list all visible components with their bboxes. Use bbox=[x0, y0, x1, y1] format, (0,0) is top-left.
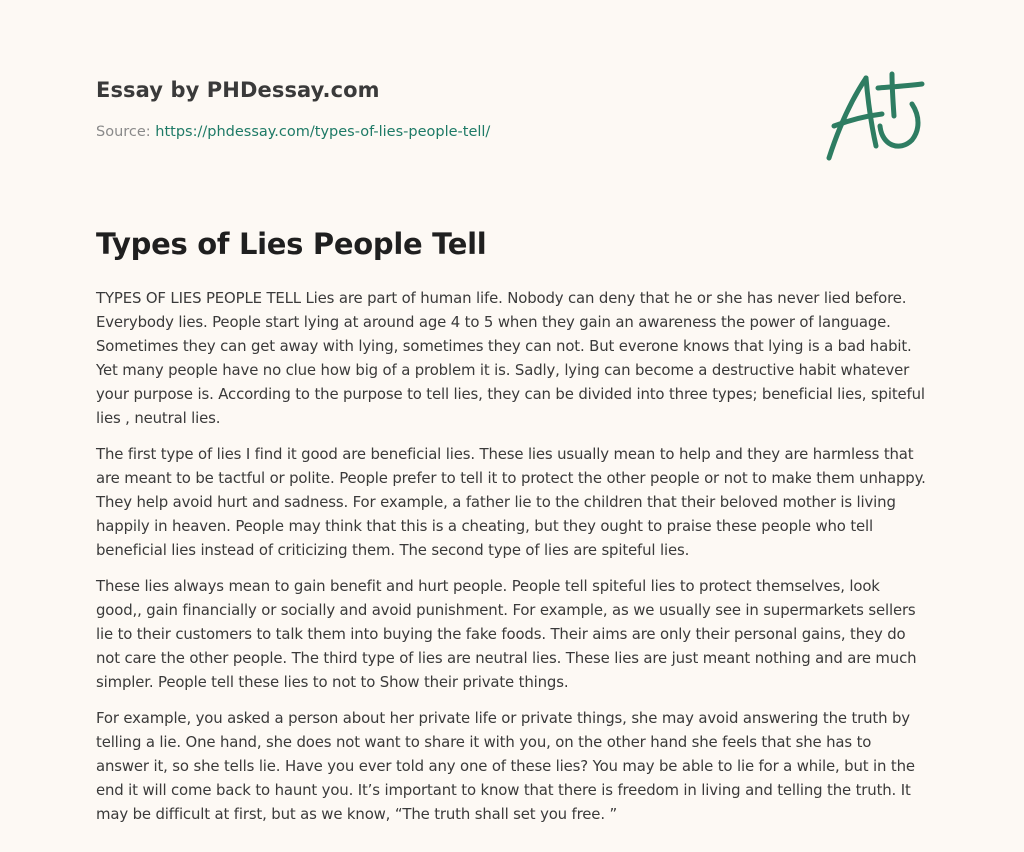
essay-paragraph: These lies always mean to gain benefit and hurt people. People tell spiteful lies to protect themselves, look good,, gain financially or socially and avoid punishment. For example, as we usually see in supermarkets sellers lie to their customers to talk them into buying the fake foods. Their aims are only their personal gains, they do not care the other people. The third type of lies are neutral lies. These lies are just meant nothing and are much simpler. People tell these lies to not to Show their private things. bbox=[96, 577, 917, 691]
essay-paragraph: TYPES OF LIES PEOPLE TELL Lies are part of human life. Nobody can deny that he or she has never lied before. Everybody lies. People start lying at around age 4 to 5 when they gain an awareness the power of language. Sometimes they can get away with lying, sometimes they can not. But everone knows that lying is a bad habit. Yet many people have no clue how big of a problem it is. Sadly, lying can become a destructive habit whatever your purpose is. According to the purpose to tell lies, they can be divided into three types; beneficial lies, spiteful lies , neutral lies. bbox=[96, 289, 925, 427]
a-plus-grade-icon bbox=[822, 68, 926, 164]
essay-paragraph: For example, you asked a person about her private life or private things, she may avoid answering the truth by telling a lie. One hand, she does not want to share it with you, on the other hand she feels that she has to answer it, so she tells lie. Have you ever told any one of these lies? You may be able to lie for a while, but in the end it will come back to haunt you. It’s important to know that there is freedom in living and telling the truth. It may be difficult at first, but as we know, “The truth shall set you free. ” bbox=[96, 709, 915, 823]
source-link[interactable]: https://phdessay.com/types-of-lies-people-tell/ bbox=[155, 124, 491, 140]
essay-title: Types of Lies People Tell bbox=[96, 227, 487, 261]
site-brand: Essay by PHDessay.com bbox=[96, 78, 380, 102]
essay-paragraph: The first type of lies I find it good are beneficial lies. These lies usually mean to help and they are harmless that are meant to be tactful or polite. People prefer to tell it to protect the other people or not to make them unhappy. They help avoid hurt and sadness. For example, a father lie to the children that their beloved mother is living happily in heaven. People may think that this is a cheating, but they ought to praise these people who tell beneficial lies instead of criticizing them. The second type of lies are spiteful lies. bbox=[96, 445, 926, 559]
source-label: Source: bbox=[96, 124, 151, 140]
essay-body bbox=[96, 286, 928, 838]
source-line bbox=[96, 124, 490, 140]
